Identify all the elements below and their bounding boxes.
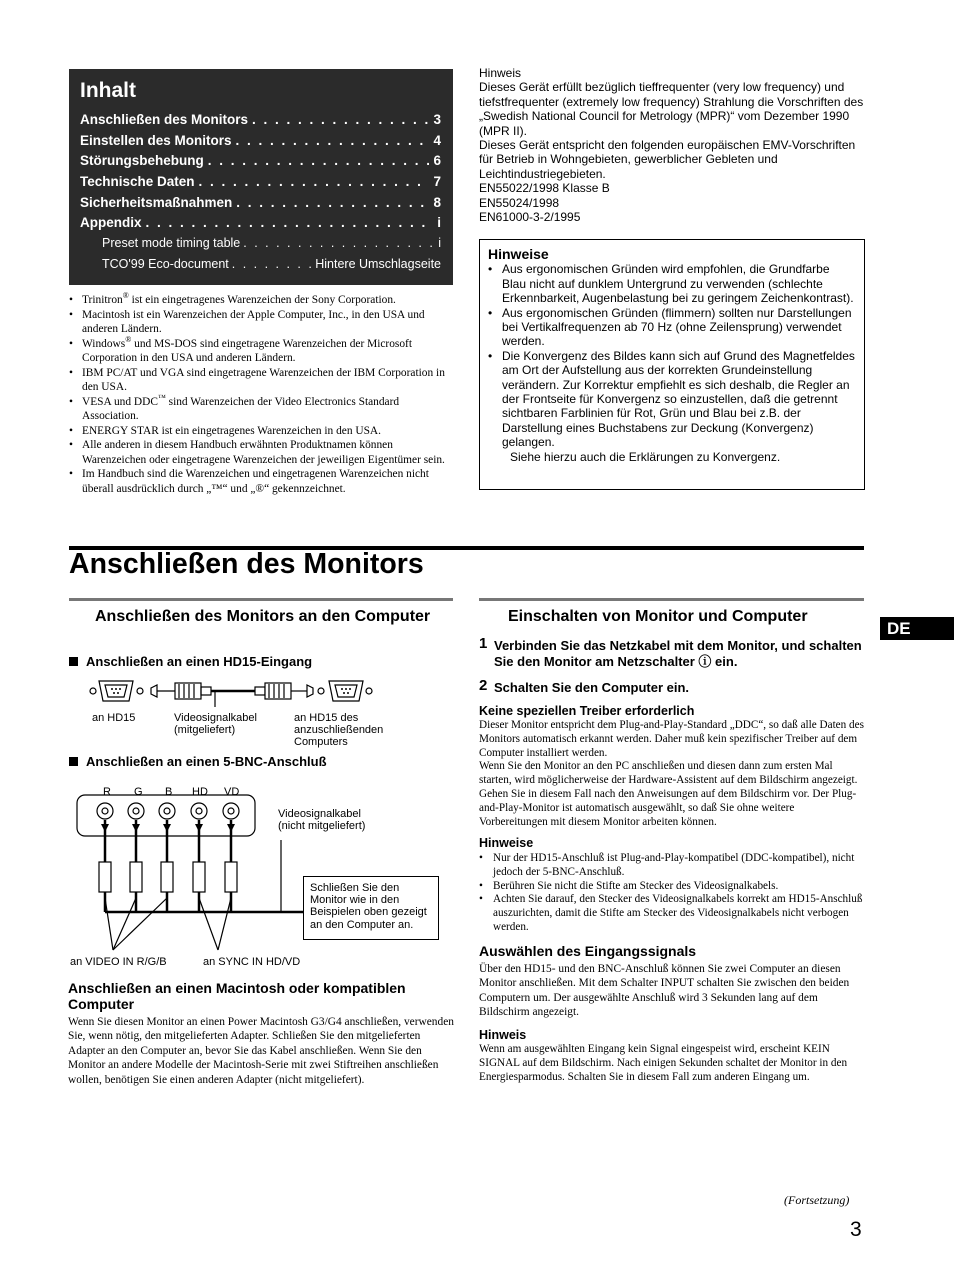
note-item: • Berühren Sie nicht die Stifte am Stecker des Videosignalkabels. — [479, 880, 864, 894]
driver-text: Dieser Monitor entspricht dem Plug-and-Play-Standard „DDC“, so daß alle Daten des Monitors automatisch erkannt werden. Daher muß kein spezifischer Treiber auf dem Computer installiert werden. Wenn Sie den Monitor an den PC anschließen und diesen dann zum ersten Mal starten, wird möglicherweise der Hardware-Assistent auf dem Bildschirm angezeigt. Gehen Sie in diesem Fall nach den Anweisungen auf dem Bildschirm vor. Der Plug-and-Play-Monitor ist automatisch ausgewählt, so daß Sie ohne weitere Vorbereitungen mit diesem Monitor arbeiten können. — [479, 719, 864, 828]
hinweise-extra: Siehe hierzu auch die Erklärungen zu Konvergenz. — [510, 449, 781, 464]
toc-entry-page: 8 — [433, 194, 441, 210]
mac-heading: Anschließen an einen Macintosh oder kompatiblen Computer — [68, 980, 406, 1012]
toc-entry — [80, 171, 441, 192]
toc-entry-title: Störungsbehebung — [80, 153, 204, 169]
video-in-label: an VIDEO IN R/G/B — [70, 956, 167, 968]
toc-leader — [199, 174, 430, 189]
notes-heading: Hinweise — [479, 836, 534, 850]
hinweis-text: Wenn am ausgewählten Eingang kein Signal eingespeist wird, erscheint KEIN SIGNAL auf dem Bildschirm. Nach einigen Sekunden schaltet der Monitor in den Energiesparmodus. Schalten Sie in diesem Fall zum anderen Eingang um. — [479, 1043, 848, 1083]
trademark-item: • Windows® und MS-DOS sind eingetragene Warenzeichen der Microsoft Corporation in den USA und anderen Ländern. — [69, 337, 454, 366]
sync-in-label: an SYNC IN HD/VD — [203, 956, 301, 968]
input-heading: Auswählen des Eingangssignals — [479, 943, 697, 959]
note-line: EN55024/1998 — [479, 195, 560, 210]
bnc-label-hd: HD — [192, 786, 208, 798]
cable-label: Videosignalkabel (mitgeliefert) — [174, 712, 257, 736]
toc-entry-title: Sicherheitsmaßnahmen — [80, 194, 233, 210]
hinweis-heading: Hinweis — [479, 1028, 527, 1042]
note-line: Dieses Gerät entspricht den folgenden europäischen EMV-Vorschriften für Betrieb in Wohngebieten, gewerblicher Gebleten und Leichtindustriegebieten. — [479, 138, 856, 181]
toc-entry-page: 7 — [433, 173, 441, 189]
left-heading: Anschließen des Monitors an den Computer — [95, 608, 431, 625]
toc-subentry — [80, 233, 441, 254]
toc-subentry-title: TCO'99 Eco-document — [102, 256, 229, 271]
toc-leader — [208, 153, 430, 168]
hinweise-item: • Aus ergonomischen Gründen (flimmern) sollten nur Darstellungen bei Vertikalfrequenzen ab 70 Hz (ohne Zeilensprung) verwendet werden. — [488, 306, 856, 349]
toc-entry — [80, 130, 441, 151]
toc-leader — [236, 195, 429, 210]
step-1-number: 1 — [479, 635, 488, 652]
bnc-diagram — [68, 780, 308, 955]
page-number: 3 — [850, 1218, 862, 1241]
bnc-label-r: R — [103, 786, 111, 798]
step-1: 1 Verbinden Sie das Netzkabel mit dem Monitor, und schalten Sie den Monitor am Netzschalter ⓘ ein. — [479, 635, 862, 669]
compliance-note — [479, 66, 867, 224]
toc-subentry-title: Preset mode timing table — [102, 236, 241, 251]
step-2: 2 Schalten Sie den Computer ein. — [479, 677, 690, 695]
trademark-list — [69, 293, 454, 496]
bnc-label-vd: VD — [224, 786, 240, 798]
toc-entry-title: Technische Daten — [80, 173, 195, 189]
hd15-subheading: Anschließen an einen HD15-Eingang — [69, 654, 312, 669]
trademark-item: • Macintosh ist ein Warenzeichen der Apple Computer, Inc., in den USA und anderen Ländern. — [69, 308, 454, 337]
contents-box — [69, 69, 453, 285]
toc-entry-title: Appendix — [80, 215, 142, 231]
toc-subentry-page: i — [438, 236, 441, 251]
right-heading: Einschalten von Monitor und Computer — [508, 608, 808, 625]
step-2-number: 2 — [479, 677, 488, 694]
trademark-item: • VESA und DDC™ sind Warenzeichen der Video Electronics Standard Association. — [69, 395, 454, 424]
hinweise-box — [479, 239, 865, 490]
toc-entry — [80, 150, 441, 171]
note-line: EN61000-3-2/1995 — [479, 210, 581, 225]
bnc-label-g: G — [134, 786, 143, 798]
callout-box: Schließen Sie den Monitor wie in den Beispielen oben gezeigt an den Computer an. — [303, 876, 439, 940]
trademark-item: • ENERGY STAR ist ein eingetragenes Warenzeichen in den USA. — [69, 424, 454, 439]
input-text: Über den HD15- und den BNC-Anschluß können Sie zwei Computer an diesen Monitor anschließen. Mit dem Schalter INPUT schalten Sie zwischen den beiden Computern um. Der ausgewählte Anschluß wird 3 Sekunden lang auf dem Bildschirm angezeigt. — [479, 963, 850, 1019]
mac-text: Wenn Sie diesen Monitor an einen Power Macintosh G3/G4 anschließen, verwenden Sie, wenn nötig, den mitgelieferten Adapter. Schließen Sie den mitgelieferten Adapter an den Computer an, bevor Sie das Kabel anschließen. Wenn Sie den Monitor an andere Modelle der Macintosh-Serie mit zwei Stiftreihen anschließen wollen, benötigen Sie einen anderen Adapter (nicht mitgeliefert). — [68, 1016, 454, 1086]
note-line: Dieses Gerät erfüllt bezüglich tieffrequenter (very low frequency) und tiefstfrequenter (extremely low frequency) Strahlung die Vorschriften des „Swedish National Council for Metrology (MPR)“ vom Dezember 1990 (MPR II). — [479, 80, 864, 138]
toc-leader — [243, 236, 435, 250]
toc-entry — [80, 212, 441, 233]
trademark-item: • Im Handbuch sind die Warenzeichen und eingetragenen Warenzeichen nicht überall ausdrücklich durch „™“ und „®“ gekennzeichnet. — [69, 467, 454, 496]
toc-entry-page: 3 — [433, 111, 441, 127]
hd15-diagram — [85, 676, 385, 708]
computer-hd15-label: an HD15 des anzuschließenden Computers — [294, 712, 384, 748]
toc-entry-page: 6 — [433, 153, 441, 169]
note-item: • Achten Sie darauf, den Stecker des Videosignalkabels korrekt am HD15-Anschluß auszurichten, damit die Stifte am Stecker des Videosignalkabels nicht verbogen werden. — [479, 893, 864, 934]
trademark-item: • Trinitron® ist ein eingetragenes Warenzeichen der Sony Corporation. — [69, 293, 454, 308]
toc-entry-title: Anschließen des Monitors — [80, 111, 249, 127]
toc-entry — [80, 109, 441, 130]
hinweise-item: • Aus ergonomischen Gründen wird empfohlen, die Grundfarbe Blau nicht auf dunklem Untergrund zu verwenden (schlechte Erkennbarkeit, Augenbelastung bei zu geringem Zeichenkontrast). — [488, 262, 856, 305]
toc-entry — [80, 192, 441, 213]
toc-leader — [252, 112, 429, 127]
toc-entry-page: i — [437, 215, 441, 231]
bnc-cable-label: Videosignalkabel (nicht mitgeliefert) — [278, 808, 366, 832]
square-bullet-icon — [69, 657, 78, 666]
page-title: Anschließen des Monitors — [69, 548, 424, 580]
contents-title: Inhalt — [80, 79, 136, 102]
toc-leader — [146, 215, 434, 230]
square-bullet-icon — [69, 757, 78, 766]
note-item: • Nur der HD15-Anschluß ist Plug-and-Play-kompatibel (DDC-kompatibel), nicht jedoch der 5-BNC-Anschluß. — [479, 852, 864, 880]
toc-leader — [232, 257, 313, 271]
hinweise-title: Hinweise — [488, 246, 549, 262]
notes-list-wrap — [479, 852, 864, 935]
trademark-item: • IBM PC/AT und VGA sind eingetragene Warenzeichen der IBM Corporation in den USA. — [69, 366, 454, 395]
note-label: Hinweis — [479, 66, 522, 80]
toc-entry-page: 4 — [433, 132, 441, 148]
driver-heading: Keine speziellen Treiber erforderlich — [479, 704, 695, 718]
bnc-subheading: Anschließen an einen 5-BNC-Anschluß — [69, 754, 327, 769]
right-rule — [479, 598, 864, 601]
hd15-label: an HD15 — [92, 712, 136, 724]
bnc-label-b: B — [165, 786, 173, 798]
hinweise-item: • Die Konvergenz des Bildes kann sich auf Grund des Magnetfeldes am Ort der Aufstellung aus der korrekten Grundeinstellung verändern. Zur Korrektur empfiehlt es sich deshalb, die Regler an der Frontseite für Konvergenz so einzustellen, daß die getrennt sichtbaren Farblinien für Rot, Grün und Blau bei z.B. der Darstellung eines Buchstabens zur Deckung (Konvergenz) gelangen. — [488, 349, 856, 450]
toc-entry-title: Einstellen des Monitors — [80, 132, 232, 148]
toc-subentry-page: Hintere Umschlagseite — [315, 256, 441, 271]
left-rule — [69, 598, 453, 601]
trademark-item: • Alle anderen in diesem Handbuch erwähnten Produktnamen können Warenzeichen oder eingetragene Warenzeichen der jeweiligen Eigentümer sein. — [69, 438, 454, 467]
toc-leader — [236, 133, 430, 148]
toc-subentry — [80, 254, 441, 275]
language-tab: DE — [880, 617, 954, 640]
note-line: EN55022/1998 Klasse B — [479, 181, 610, 196]
continued-label: (Fortsetzung) — [784, 1193, 850, 1207]
